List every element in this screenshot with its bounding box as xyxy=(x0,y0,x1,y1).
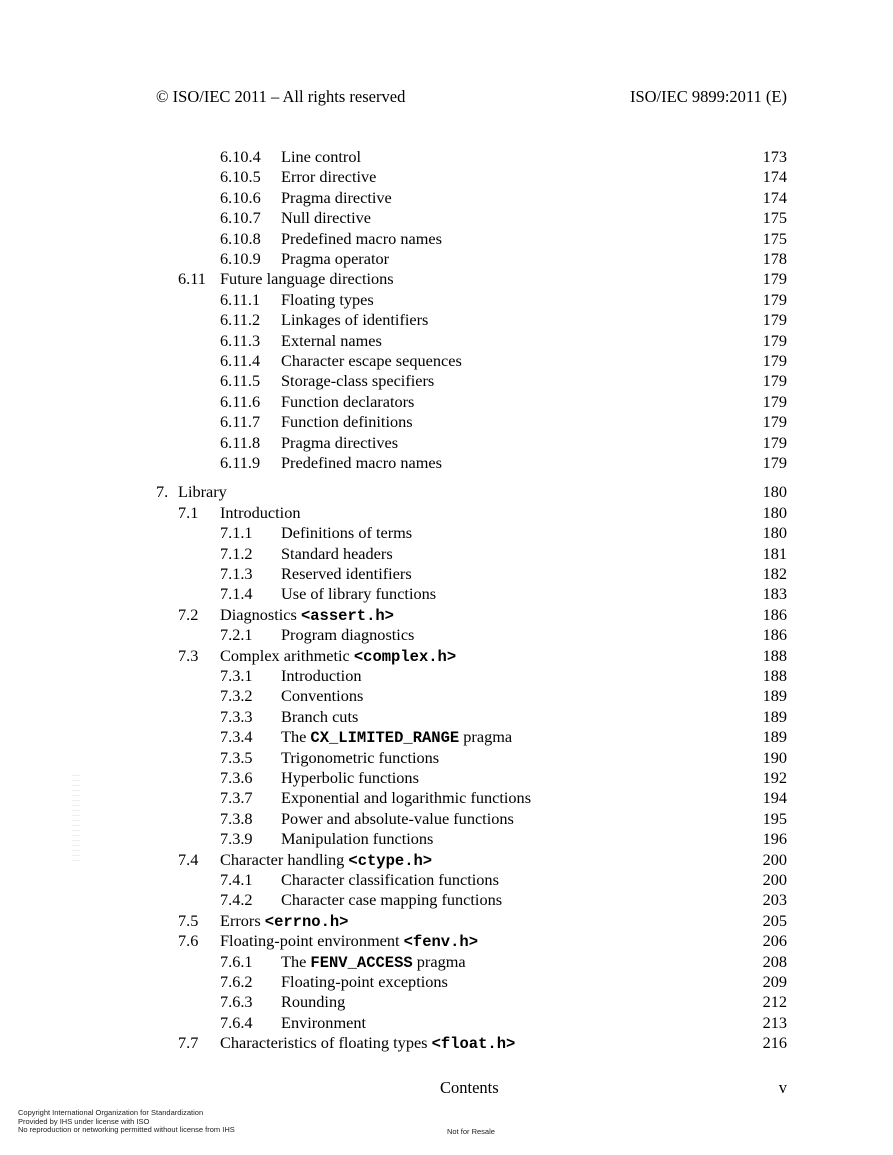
toc-number: 7.7 xyxy=(178,1033,199,1053)
toc-number: 6.10.5 xyxy=(220,167,261,187)
toc-page-number: 179 xyxy=(762,289,787,309)
toc-title-text: The xyxy=(281,727,311,747)
toc-page-number: 200 xyxy=(762,870,787,889)
toc-title xyxy=(281,331,382,351)
toc-page-number: 178 xyxy=(762,249,787,268)
toc-entry[interactable] xyxy=(0,584,893,604)
document-id-header: ISO/IEC 9899:2011 (E) xyxy=(629,87,787,106)
toc-page-number: 179 xyxy=(762,453,787,472)
toc-number: 7. xyxy=(156,482,169,502)
toc-page-number: 206 xyxy=(762,931,787,951)
toc-title-text: Errors xyxy=(220,910,265,930)
toc-title xyxy=(281,890,502,910)
toc-entry[interactable] xyxy=(0,972,893,992)
toc-number: 7.4.2 xyxy=(220,890,253,910)
toc-page-number: 179 xyxy=(762,330,787,350)
toc-entry[interactable] xyxy=(0,625,893,645)
toc-entry[interactable] xyxy=(0,564,893,584)
legal-line: No reproduction or networking permitted without license from IHS xyxy=(18,1125,235,1135)
toc-page-number: 179 xyxy=(762,391,787,411)
toc-number: 7.3.8 xyxy=(220,808,253,828)
toc-number: 7.3.5 xyxy=(220,747,253,767)
toc-page-number: 195 xyxy=(762,808,787,828)
toc-title xyxy=(281,412,413,432)
toc-title xyxy=(281,625,414,645)
toc-page-number: 175 xyxy=(762,208,787,228)
toc-entry[interactable] xyxy=(0,809,893,829)
toc-page-number: 189 xyxy=(762,686,787,706)
toc-title-code: <fenv.h> xyxy=(403,933,479,952)
toc-entry[interactable] xyxy=(0,727,893,747)
toc-title xyxy=(281,952,466,973)
toc-number: 7.1.1 xyxy=(220,523,253,543)
toc-number: 7.3.4 xyxy=(220,727,253,747)
toc-page-number: 186 xyxy=(762,625,787,645)
toc-title-text: Use of library functions xyxy=(281,584,437,604)
toc-title xyxy=(281,1013,366,1033)
toc-number: 7.6 xyxy=(178,931,199,951)
toc-number: 7.3 xyxy=(178,645,199,665)
toc-number: 7.2 xyxy=(178,604,199,624)
toc-entry[interactable] xyxy=(0,208,893,228)
toc-title xyxy=(281,992,345,1012)
toc-title-text: Function definitions xyxy=(281,412,413,432)
toc-title xyxy=(281,564,412,584)
toc-page-number: 208 xyxy=(762,951,787,971)
toc-title xyxy=(220,911,348,932)
toc-title-text: Characteristics of floating types xyxy=(220,1033,432,1053)
toc-title-text: Program diagnostics xyxy=(281,625,415,645)
toc-title-text: Exponential and logarithmic functions xyxy=(281,788,532,808)
toc-title-text: Complex arithmetic xyxy=(220,645,354,665)
toc-entry[interactable] xyxy=(0,392,893,412)
toc-entry[interactable] xyxy=(0,269,893,289)
toc-title-text: Diagnostics xyxy=(220,604,301,624)
toc-title xyxy=(281,972,448,992)
toc-title xyxy=(281,544,393,564)
toc-title xyxy=(281,229,442,249)
toc-title-text: Definitions of terms xyxy=(281,523,413,543)
toc-page-number: 181 xyxy=(762,543,787,563)
toc-number: 7.6.4 xyxy=(220,1012,253,1032)
toc-entry[interactable] xyxy=(0,147,893,167)
toc-title-text: Character case mapping functions xyxy=(281,890,503,910)
toc-entry[interactable] xyxy=(0,331,893,351)
toc-entry[interactable] xyxy=(0,188,893,208)
toc-title-text: Floating-point exceptions xyxy=(281,972,448,991)
legal-line: Copyright International Organization for Standardization xyxy=(18,1108,204,1117)
toc-entry[interactable] xyxy=(0,952,893,972)
toc-title-text: Power and absolute-value functions xyxy=(281,808,514,828)
toc-title xyxy=(281,351,462,371)
toc-entry[interactable] xyxy=(0,249,893,269)
toc-page-number: 180 xyxy=(762,482,787,502)
toc-page-number: 188 xyxy=(762,645,787,665)
toc-entry[interactable] xyxy=(0,870,893,890)
toc-title xyxy=(281,523,412,543)
toc-title-text: Predefined macro names xyxy=(281,453,442,472)
toc-title-text: Floating-point environment xyxy=(220,931,404,951)
toc-number: 6.10.4 xyxy=(220,147,261,166)
toc-title xyxy=(281,686,363,706)
toc-entry[interactable] xyxy=(0,829,893,849)
toc-title xyxy=(220,850,432,871)
toc-entry[interactable] xyxy=(0,768,893,788)
toc-title-text: Predefined macro names xyxy=(281,228,442,248)
toc-number: 6.11.7 xyxy=(220,412,261,432)
toc-entry[interactable] xyxy=(0,1033,893,1053)
toc-title-code: <float.h> xyxy=(431,1035,516,1054)
toc-title-code: FENV_ACCESS xyxy=(310,953,413,972)
toc-entry[interactable] xyxy=(0,503,893,523)
toc-title-text: Pragma directive xyxy=(281,187,392,207)
toc-title xyxy=(281,147,361,167)
toc-title xyxy=(281,707,358,727)
toc-title xyxy=(220,931,478,952)
toc-entry[interactable] xyxy=(0,167,893,187)
toc-page-number: 179 xyxy=(762,371,787,391)
toc-entry[interactable] xyxy=(0,290,893,310)
toc-title xyxy=(281,188,392,208)
toc-title xyxy=(281,727,512,748)
toc-number: 7.6.1 xyxy=(220,951,253,971)
toc-title xyxy=(281,392,414,412)
toc-entry[interactable] xyxy=(0,482,893,502)
toc-page-number: 173 xyxy=(762,147,787,166)
toc-entry[interactable] xyxy=(0,229,893,249)
toc-entry[interactable] xyxy=(0,850,893,870)
toc-number: 6.11.6 xyxy=(220,391,261,411)
toc-page-number: 200 xyxy=(762,849,787,869)
margin-watermark xyxy=(72,775,80,865)
toc-number: 7.3.7 xyxy=(220,788,253,808)
toc-title-code: <assert.h> xyxy=(300,606,394,625)
toc-entry[interactable] xyxy=(0,544,893,564)
toc-number: 7.1.2 xyxy=(220,543,253,563)
toc-title-text: Pragma operator xyxy=(281,249,390,268)
toc-page-number: 179 xyxy=(762,351,787,370)
toc-page-number: 180 xyxy=(762,523,787,543)
toc-number: 6.10.6 xyxy=(220,187,261,207)
toc-title xyxy=(281,290,374,310)
toc-title-text: Character classification functions xyxy=(281,870,499,889)
toc-title xyxy=(281,666,361,686)
toc-title xyxy=(281,768,419,788)
toc-title-text: Character handling xyxy=(220,849,349,869)
toc-title xyxy=(281,310,428,330)
toc-number: 6.11.4 xyxy=(220,351,261,370)
toc-page-number: 174 xyxy=(762,187,787,207)
toc-number: 7.1.4 xyxy=(220,584,253,604)
toc-entry[interactable] xyxy=(0,911,893,931)
toc-title-text: The xyxy=(281,951,311,971)
toc-page-number: 180 xyxy=(762,502,787,522)
toc-page-number: 196 xyxy=(762,829,787,849)
toc-title-text: Hyperbolic functions xyxy=(281,768,419,787)
toc-entry[interactable] xyxy=(0,412,893,432)
toc-number: 6.11.8 xyxy=(220,432,261,452)
toc-title xyxy=(281,371,434,391)
toc-entry[interactable] xyxy=(0,1013,893,1033)
toc-page-number: 216 xyxy=(762,1033,787,1053)
toc-title-text: Introduction xyxy=(281,666,362,685)
toc-number: 7.4.1 xyxy=(220,870,253,889)
toc-page-number: 189 xyxy=(762,706,787,726)
toc-entry[interactable] xyxy=(0,931,893,951)
toc-title-text: Introduction xyxy=(220,502,301,522)
toc-title xyxy=(220,605,394,626)
toc-title-text: Line control xyxy=(281,147,362,166)
toc-entry[interactable] xyxy=(0,371,893,391)
toc-number: 7.3.2 xyxy=(220,686,253,706)
toc-page-number: 179 xyxy=(762,432,787,452)
toc-number: 7.6.2 xyxy=(220,972,253,991)
toc-page-number: 183 xyxy=(762,584,787,604)
toc-title-text: Character escape sequences xyxy=(281,351,462,370)
toc-page-number: 179 xyxy=(762,269,787,289)
toc-entry[interactable] xyxy=(0,351,893,371)
toc-number: 6.11.9 xyxy=(220,453,261,472)
toc-page-number: 186 xyxy=(762,604,787,624)
toc-title-code: <complex.h> xyxy=(353,647,457,666)
toc-number: 7.3.9 xyxy=(220,829,253,849)
toc-number: 6.11 xyxy=(178,269,206,289)
toc-page-number: 175 xyxy=(762,228,787,248)
toc-title-text: Rounding xyxy=(281,992,346,1012)
copyright-header: © ISO/IEC 2011 – All rights reserved xyxy=(156,87,406,106)
toc-number: 6.11.2 xyxy=(220,310,261,330)
toc-title-text: Manipulation functions xyxy=(281,829,434,849)
toc-title-text: Error directive xyxy=(281,167,377,187)
toc-title-text: Branch cuts xyxy=(281,706,359,726)
toc-title xyxy=(281,433,398,453)
toc-title-code: <ctype.h> xyxy=(348,851,433,870)
toc-title-text: External names xyxy=(281,330,382,350)
toc-page-number: 189 xyxy=(762,727,787,747)
footer-label: Contents xyxy=(440,1078,499,1097)
footer-page-number: v xyxy=(778,1078,787,1097)
toc-title-text: Pragma directives xyxy=(281,432,399,452)
toc-page-number: 212 xyxy=(762,992,787,1012)
resale-notice: Not for Resale xyxy=(447,1127,495,1136)
toc-page-number: 190 xyxy=(762,747,787,767)
toc-page-number: 192 xyxy=(762,768,787,787)
toc-page-number: 174 xyxy=(762,167,787,187)
toc-title-text: Trigonometric functions xyxy=(281,747,440,767)
toc-number: 7.3.3 xyxy=(220,706,253,726)
toc-page-number: 209 xyxy=(762,972,787,991)
toc-number: 6.11.1 xyxy=(220,289,261,309)
toc-title xyxy=(220,503,300,523)
toc-entry[interactable] xyxy=(0,310,893,330)
toc-entry[interactable] xyxy=(0,523,893,543)
toc-title xyxy=(220,646,456,667)
toc-title-text: Environment xyxy=(281,1012,367,1032)
toc-title-text: pragma xyxy=(459,727,513,747)
toc-number: 7.4 xyxy=(178,849,199,869)
toc-number: 6.11.5 xyxy=(220,371,261,391)
toc-title-text: Function declarators xyxy=(281,391,415,411)
toc-title-text: Floating types xyxy=(281,289,374,309)
toc-title xyxy=(281,167,376,187)
toc-entry[interactable] xyxy=(0,666,893,686)
toc-title-text: Conventions xyxy=(281,686,364,706)
toc-title xyxy=(220,1033,515,1054)
toc-number: 7.1 xyxy=(178,502,199,522)
toc-title-text: Future language directions xyxy=(220,269,394,289)
toc-page-number: 179 xyxy=(762,412,787,432)
toc-title-text: Reserved identifiers xyxy=(281,564,412,583)
toc-title xyxy=(281,748,439,768)
toc-title-text: pragma xyxy=(412,951,466,971)
toc-entry[interactable] xyxy=(0,788,893,808)
toc-page-number: 182 xyxy=(762,564,787,583)
toc-title-code: CX_LIMITED_RANGE xyxy=(310,729,460,748)
toc-page-number: 194 xyxy=(762,788,787,808)
toc-title xyxy=(281,809,514,829)
toc-number: 7.6.3 xyxy=(220,992,253,1012)
toc-number: 7.2.1 xyxy=(220,625,253,645)
legal-line: Provided by IHS under license with ISO xyxy=(18,1116,150,1126)
toc-title xyxy=(281,829,433,849)
toc-entry[interactable] xyxy=(0,453,893,473)
toc-title-text: Null directive xyxy=(281,208,371,228)
toc-number: 6.10.7 xyxy=(220,208,261,228)
toc-entry[interactable] xyxy=(0,992,893,1012)
toc-title xyxy=(281,249,389,269)
toc-page-number: 203 xyxy=(762,890,787,910)
toc-entry[interactable] xyxy=(0,686,893,706)
toc-title xyxy=(178,482,227,502)
toc-number: 6.10.9 xyxy=(220,249,261,268)
toc-title xyxy=(281,208,371,228)
legal-notice xyxy=(18,1109,235,1135)
toc-entry[interactable] xyxy=(0,433,893,453)
toc-title xyxy=(281,584,436,604)
toc-title-code: <errno.h> xyxy=(264,912,349,931)
toc-title-text: Storage-class specifiers xyxy=(281,371,435,391)
toc-entry[interactable] xyxy=(0,748,893,768)
toc-title xyxy=(281,870,499,890)
toc-page-number: 205 xyxy=(762,910,787,930)
toc-entry[interactable] xyxy=(0,707,893,727)
toc-number: 7.5 xyxy=(178,910,199,930)
toc-title-text: Standard headers xyxy=(281,543,393,563)
toc-number: 7.3.6 xyxy=(220,768,253,787)
toc-number: 6.10.8 xyxy=(220,228,261,248)
toc-title-text: Library xyxy=(178,482,227,502)
toc-title xyxy=(281,788,531,808)
toc-number: 6.11.3 xyxy=(220,330,261,350)
toc-title xyxy=(220,269,394,289)
toc-number: 7.3.1 xyxy=(220,666,253,685)
toc-title-text: Linkages of identifiers xyxy=(281,310,429,330)
toc-page-number: 188 xyxy=(762,666,787,685)
toc-number: 7.1.3 xyxy=(220,564,253,583)
toc-entry[interactable] xyxy=(0,646,893,666)
toc-page-number: 213 xyxy=(762,1012,787,1032)
toc-entry[interactable] xyxy=(0,890,893,910)
toc-title xyxy=(281,453,442,473)
toc-page-number: 179 xyxy=(762,310,787,330)
toc-entry[interactable] xyxy=(0,605,893,625)
